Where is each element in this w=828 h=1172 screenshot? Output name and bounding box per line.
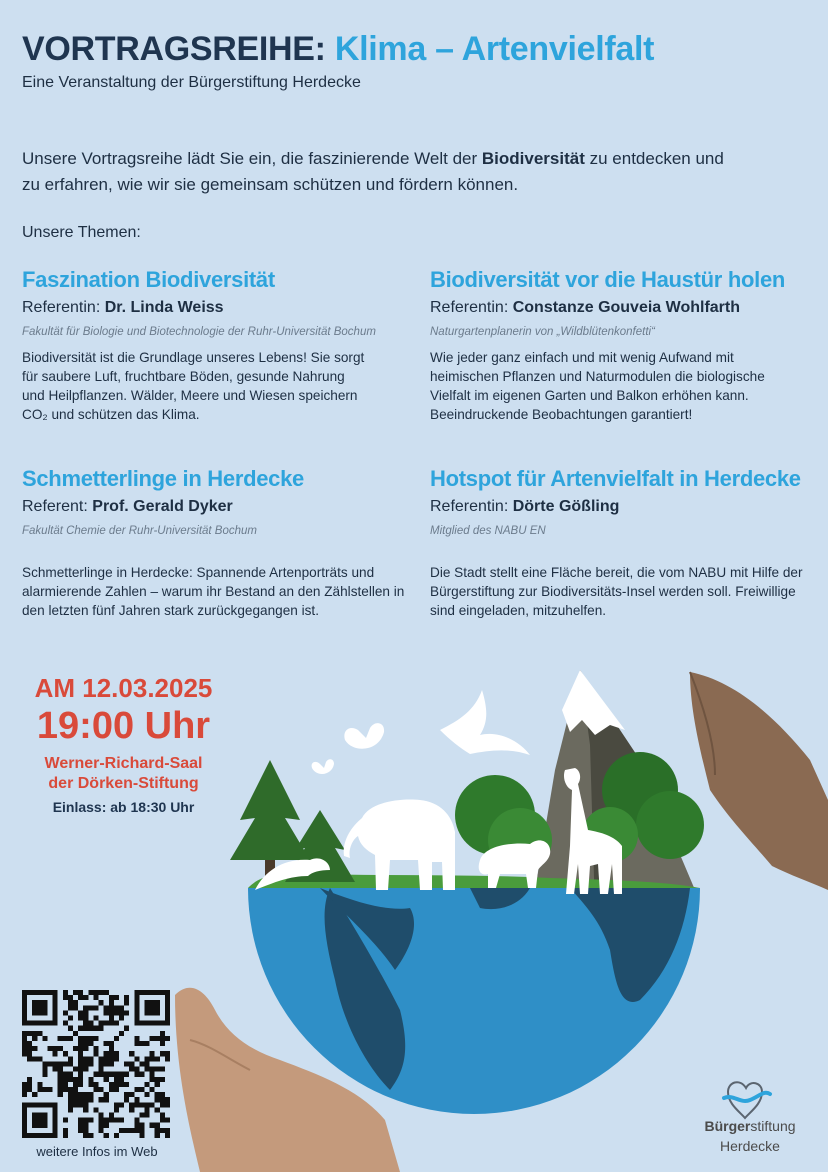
topic-faszination [22,266,412,424]
bird-icon [440,690,530,755]
speaker-role: Referentin: [430,498,509,515]
speaker-affiliation: Fakultät für Biologie und Biotechnologie der Ruhr-Universität Bochum [22,326,376,338]
topic-schmetterlinge [22,465,412,620]
venue-line2: der Dörken-Stiftung [48,775,199,792]
right-hand-icon [690,672,828,890]
topic-speaker [22,495,412,519]
intro-highlight: Biodiversität [481,149,585,168]
pine-tree-icon [230,760,310,860]
topic-title: Schmetterlinge in Herdecke [22,466,304,491]
topic-description: Biodiversität ist die Grundlage unseres Lebens! Sie sorgt für saubere Luft, fruchtbare Böden, gesunde Nahrung und Heilpflanzen. Wälder, Meere und Wiesen speichern CO₂ und schützen das Klima. [22,350,365,422]
topic-title: Faszination Biodiversität [22,267,275,292]
butterfly-small-icon [312,759,334,774]
speaker-role: Referentin: [430,299,509,316]
speaker-role: Referentin: [22,299,101,316]
intro-paragraph [22,146,742,198]
topic-haustuer [430,266,820,424]
topic-hotspot [430,465,820,620]
topic-description: Die Stadt stellt eine Fläche bereit, die vom NABU mit Hilfe der Bürgerstiftung zur Biodiversitäts-Insel werden soll. Freiwillige sind eingeladen, mitzuhelfen. [430,565,803,618]
logo-name-rest: stiftung [750,1118,796,1134]
title-main: VORTRAGSREIHE: [22,30,326,68]
themes-label: Unsere Themen: [22,224,141,241]
event-time: 19:00 Uhr [36,705,211,747]
event-entry: Einlass: ab 18:30 Uhr [52,799,195,815]
logo-name-bold: Bürger [704,1118,751,1134]
speaker-role: Referent: [22,498,88,515]
topic-speaker [22,296,412,320]
speaker-affiliation: Mitglied des NABU EN [430,525,546,537]
event-date: AM 12.03.2025 [34,673,213,703]
speaker-name: Dr. Linda Weiss [104,299,224,316]
title-accent: Klima – Artenvielfalt [334,30,655,68]
venue-line1: Werner-Richard-Saal [44,755,203,772]
butterfly-icon [344,723,384,749]
intro-after: zu entdecken und zu erfahren, wie wir sie gemeinsam schützen und fördern können. [22,149,724,194]
intro-before: Unsere Vortragsreihe lädt Sie ein, die faszinierende Welt der [22,149,478,168]
speaker-affiliation: Naturgartenplanerin von „Wildblütenkonfetti“ [430,326,655,338]
topic-title: Biodiversität vor die Haustür holen [430,267,786,292]
subtitle: Eine Veranstaltung der Bürgerstiftung Herdecke [22,74,361,91]
topic-speaker [430,296,820,320]
qr-caption: weitere Infos im Web [36,1144,158,1159]
topic-description: Wie jeder ganz einfach und mit wenig Aufwand mit heimischen Pflanzen und Naturmodulen die biologische Vielfalt im eigenen Garten und Balkon erhöhen kann. Beeindruckende Beobachtungen garantiert! [430,350,765,422]
speaker-name: Constanze Gouveia Wohlfarth [512,299,740,316]
topic-description: Schmetterlinge in Herdecke: Spannende Artenporträts und alarmierende Zahlen – warum ihr Bestand an den Zählstellen in den letzten fünf Jahren stark zurückgegangen ist. [22,565,405,618]
page-title [22,30,654,69]
speaker-affiliation: Fakultät Chemie der Ruhr-Universität Bochum [22,525,257,537]
logo-name [690,1118,810,1134]
topic-title: Hotspot für Artenvielfalt in Herdecke [430,466,801,491]
event-venue [16,754,231,794]
topic-speaker [430,495,820,519]
speaker-name: Dörte Gößling [512,498,620,515]
qr-code-icon[interactable] [22,990,170,1138]
event-info [16,672,231,818]
speaker-name: Prof. Gerald Dyker [92,498,233,515]
logo-city: Herdecke [720,1138,780,1154]
